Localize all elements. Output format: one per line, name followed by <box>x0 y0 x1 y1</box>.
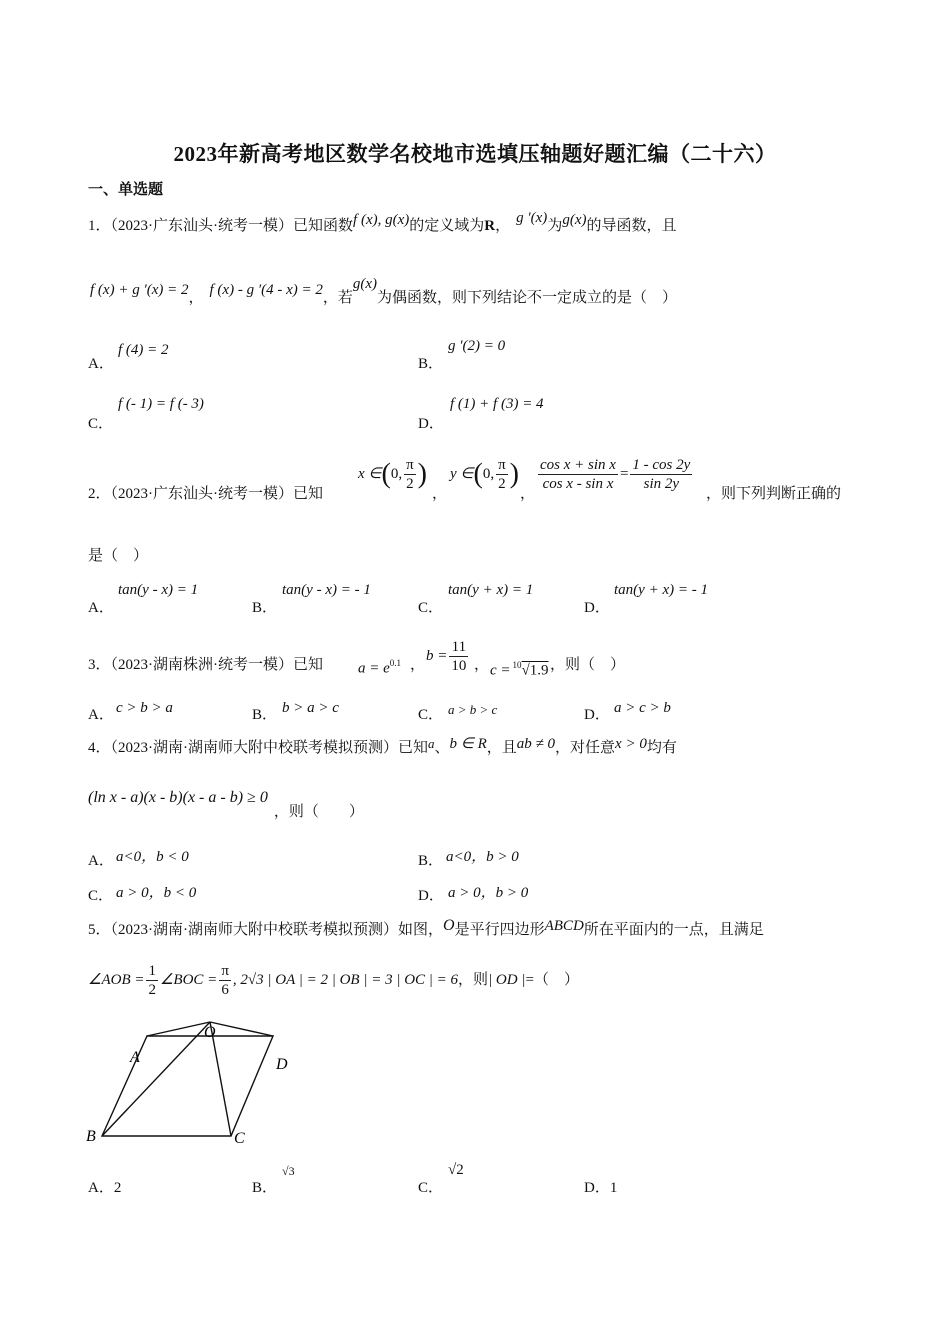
option-b[interactable]: B． <box>252 707 278 723</box>
option-d-expr: a > 0，b > 0 <box>448 885 529 901</box>
label-c: C <box>234 1130 245 1147</box>
option-b[interactable]: B． <box>418 853 444 869</box>
question-number: 5． <box>88 922 111 938</box>
option-d[interactable]: D． <box>584 707 610 723</box>
question-3-line-1: 3．（2023·湖南株洲·统考一模）已知 <box>88 657 324 673</box>
option-c-expr: tan(y + x) = 1 <box>448 582 534 598</box>
parallelogram-abcd <box>102 1036 273 1136</box>
option-d[interactable]: D． <box>584 600 610 616</box>
option-c[interactable]: C． <box>88 888 114 904</box>
label-o: O <box>204 1024 216 1041</box>
question-source: （2023·湖南株洲·统考一模） <box>110 657 294 673</box>
option-d[interactable]: D．1 <box>584 1180 618 1196</box>
question-5-line-1: 5．（2023·湖南·湖南师大附中校联考模拟预测）如图，O是平行四边形ABCD所在平面内的一点，且满足 <box>88 917 764 938</box>
label-a: A <box>130 1049 140 1066</box>
label-d: D <box>276 1056 288 1073</box>
segment-od <box>210 1022 273 1036</box>
question-4-line-2: (ln x - a)(x - b)(x - a - b) ≥ 0，则（ ） <box>88 789 364 820</box>
option-d[interactable]: D． <box>418 888 444 904</box>
question-5-line-2: ∠AOB = $\frac{1}{2}$ ∠BOC = $\frac{\pi}{6}$ , 2√3 | OA | = 2 | OB | = 3 | OC | = 6，则| OD |=（ ） <box>88 963 579 998</box>
option-d-expr: tan(y + x) = - 1 <box>614 582 708 598</box>
option-b-expr: tan(y - x) = - 1 <box>282 582 371 598</box>
option-a[interactable]: A． <box>88 707 114 723</box>
option-a[interactable]: A． <box>88 600 114 616</box>
segment-oa <box>147 1022 210 1036</box>
option-a-expr: f (4) = 2 <box>118 342 169 358</box>
y-interval: y ∈(0, $\frac{\pi}{2}$ ) <box>450 457 519 492</box>
page-title: 2023年新高考地区数学名校地市选填压轴题好题汇编（二十六） <box>173 142 777 166</box>
option-a[interactable]: A．2 <box>88 1180 122 1196</box>
question-1-line-1: 1．（2023·广东汕头·统考一模）已知函数f (x), g(x)的定义域为R， g ′(x)为g(x)的导函数，且 <box>88 210 677 234</box>
parallelogram-figure <box>80 1020 300 1150</box>
c-def: c = $^{10}$√1.9 <box>490 660 549 679</box>
label-b: B <box>86 1128 96 1145</box>
option-a[interactable]: A． <box>88 853 114 869</box>
question-number: 2． <box>88 486 111 502</box>
option-c[interactable]: C． <box>418 600 444 616</box>
question-number: 1． <box>88 218 111 234</box>
option-c-expr: √2 <box>448 1162 464 1178</box>
x-interval: x ∈(0, $\frac{\pi}{2}$ ) <box>358 457 427 492</box>
question-2-line-2: 是（ ） <box>88 548 149 564</box>
page: 2023年新高考地区数学名校地市选填压轴题好题汇编（二十六） 一、单选题 1．（2023·广东汕头·统考一模）已知函数f (x), g(x)的定义域为R， g ′(x)为g(x)的导函数，且 f (x) + g ′(x) = 2， f (x) - g ′(4 - x) = 2，若g(x)为偶函数，则下列结论不一定成立的是（ ） A． f (4) = 2 B． g ′(2) = 0 C． f (- 1) = f (- 3) D． f (1) + f (3) = 4 2．（2023·广东汕头·统考一模）已知 x ∈(0, $\frac{\pi}{2}$ ) ， y ∈(0, $\frac{\pi}{2}$ ) ， $\frac{\text{cos x + sin x}}{\text{cos x - sin x}}$ = $\frac{1 - \cos 2y}{\sin 2y}$ ，则下列判断正确的 是（ ） A． tan(y - x) = 1 B． tan(y - x) = - 1 C． tan(y + x) = 1 D． tan(y + x) = - 1 3．（2023·湖南株洲·统考一模）已知 $a = e^{0.1}$ ， b = $\frac{11}{10}$ ， c = $^{10}$√1.9 ，则（ ） A． c > b > a B． b > a > c C． a > b > c D． a > c > b 4．（2023·湖南·湖南师大附中校联考模拟预测）已知a、b ∈ R，且ab ≠ 0，对任意x > 0均有 (ln x - a)(x - b)(x - a - b) ≥ 0，则（ ） A． a<0，b < 0 B． a<0，b > 0 C． a > 0，b < 0 D． a > 0，b > 0 5．（2023·湖南·湖南师大附中校联考模拟预测）如图，O是平行四边形ABCD所在平面内的一点，且满足 ∠AOB = $\frac{1}{2}$ ∠BOC = $\frac{\pi}{6}$ , 2√3 | OA | = 2 | OB | = 3 | OC | = 6，则| OD |=（ ） O A D B C A．2 B． √3 C． √2 D．1 <box>0 0 950 1344</box>
option-c-expr: a > 0，b < 0 <box>116 885 197 901</box>
option-a-expr: a<0，b < 0 <box>116 849 189 865</box>
section-heading: 一、单选题 <box>88 182 164 198</box>
question-1-line-2: f (x) + g ′(x) = 2， f (x) - g ′(4 - x) = 2，若g(x)为偶函数，则下列结论不一定成立的是（ ） <box>90 276 678 306</box>
option-d-expr: a > c > b <box>614 700 671 716</box>
option-b[interactable]: B． <box>252 1180 278 1196</box>
question-source: （2023·湖南·湖南师大附中校联考模拟预测） <box>110 922 399 938</box>
option-a[interactable]: A． <box>88 356 114 372</box>
question-number: 3． <box>88 657 111 673</box>
b-def: b = $\frac{11}{10}$ <box>426 639 467 674</box>
question-2-line-1: 2．（2023·广东汕头·统考一模）已知 <box>88 486 324 502</box>
option-a-expr: tan(y - x) = 1 <box>118 582 199 598</box>
option-b-expr: a<0，b > 0 <box>446 849 519 865</box>
option-d-expr: f (1) + f (3) = 4 <box>450 396 544 412</box>
option-c[interactable]: C． <box>418 1180 444 1196</box>
option-b-expr: b > a > c <box>282 700 339 716</box>
option-c[interactable]: C． <box>88 416 114 432</box>
option-a-expr: c > b > a <box>116 700 173 716</box>
option-b[interactable]: B． <box>252 600 278 616</box>
option-c-expr: a > b > c <box>448 702 498 717</box>
question-source: （2023·广东汕头·统考一模） <box>110 486 294 502</box>
option-c[interactable]: C． <box>418 707 444 723</box>
option-b-expr: g ′(2) = 0 <box>448 338 506 354</box>
a-def: $a = e^{0.1}$ <box>358 658 402 677</box>
question-source: （2023·广东汕头·统考一模） <box>110 218 294 234</box>
option-d[interactable]: D． <box>418 416 444 432</box>
question-number: 4． <box>88 740 111 756</box>
question-source: （2023·湖南·湖南师大附中校联考模拟预测） <box>110 740 399 756</box>
question-4-line-1: 4．（2023·湖南·湖南师大附中校联考模拟预测）已知a、b ∈ R，且ab ≠ 0，对任意x > 0均有 <box>88 736 677 756</box>
option-b[interactable]: B． <box>418 356 444 372</box>
option-c-expr: f (- 1) = f (- 3) <box>118 396 204 412</box>
segment-ob <box>102 1022 210 1136</box>
q2-equation: $\frac{\text{cos x + sin x}}{\text{cos x - sin x}}$ = $\frac{1 - \cos 2y}{\sin 2y}$ <box>540 457 691 492</box>
option-b-expr: √3 <box>282 1164 295 1178</box>
